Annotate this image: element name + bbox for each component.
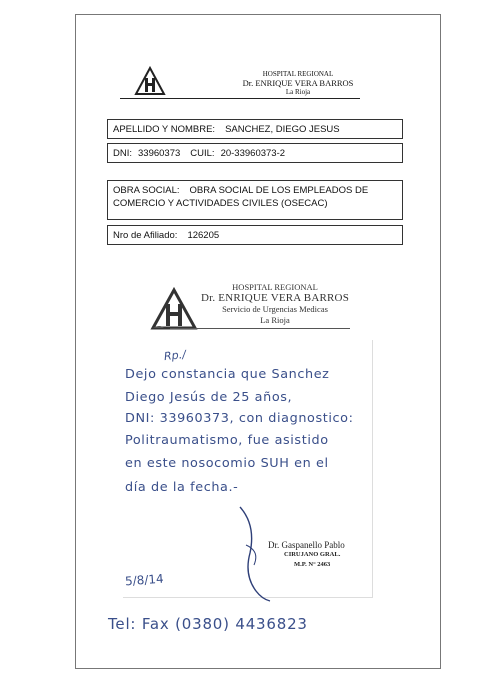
header-line2: Dr. ENRIQUE VERA BARROS: [242, 78, 354, 88]
afiliado-field: [107, 225, 403, 245]
stamp-logo-icon: [150, 284, 198, 330]
afiliado-label: Nro de Afiliado:: [113, 230, 178, 241]
stamp-line3: Servicio de Urgencias Medicas: [222, 304, 328, 314]
prescription-line-1: Dejo constancia que Sanchez: [125, 367, 330, 382]
dni-cuil-field: [107, 143, 403, 163]
telfax-line: Tel: Fax (0380) 4436823: [108, 615, 308, 633]
dni-value: 33960373: [138, 148, 181, 159]
hospital-header: [120, 62, 360, 104]
header-line3: La Rioja: [285, 88, 311, 96]
physician-name: Dr. Gaspanello Pablo: [268, 540, 345, 550]
prescription-line-4: Politraumatismo, fue asistido: [125, 433, 329, 448]
stamp-line4: La Rioja: [260, 315, 290, 325]
physician-title: CIRUJANO GRAL.: [284, 551, 341, 558]
urgencias-stamp: [150, 276, 350, 338]
obra-label: OBRA SOCIAL:: [113, 185, 180, 196]
obra-value-line1: OBRA SOCIAL DE LOS EMPLEADOS DE: [189, 185, 369, 196]
obra-value-line2: COMERCIO Y ACTIVIDADES CIVILES (OSECAC): [113, 198, 328, 209]
header-rule: [120, 98, 360, 99]
prescription-line-3: DNI: 33960373, con diagnostico:: [125, 411, 354, 426]
name-label: APELLIDO Y NOMBRE:: [113, 124, 216, 135]
stamp-rule: [170, 328, 350, 329]
physician-stamp: [268, 540, 345, 570]
prescription-line-5: en este nosocomio SUH en el: [125, 456, 329, 471]
prescription-date: 5/8/14: [124, 571, 165, 589]
prescription-line-2: Diego Jesús de 25 años,: [125, 390, 293, 405]
cuil-label: CUIL:: [190, 148, 215, 159]
afiliado-value: 126205: [187, 230, 220, 241]
hospital-logo-icon: [134, 64, 166, 96]
stamp-line2: Dr. ENRIQUE VERA BARROS: [200, 292, 350, 304]
header-line1: HOSPITAL REGIONAL: [262, 70, 334, 78]
dni-label: DNI:: [113, 148, 132, 159]
obra-social-field: [107, 180, 403, 220]
patient-name-field: [107, 119, 403, 139]
cuil-value: 20-33960373-2: [220, 148, 286, 159]
name-value: SANCHEZ, DIEGO JESUS: [225, 124, 340, 135]
stamp-line1: HOSPITAL REGIONAL: [232, 282, 318, 292]
rp-mark: Rp./: [163, 347, 187, 364]
physician-mp: M.P. N° 2463: [294, 561, 331, 568]
prescription-line-6: día de la fecha.-: [125, 480, 239, 495]
